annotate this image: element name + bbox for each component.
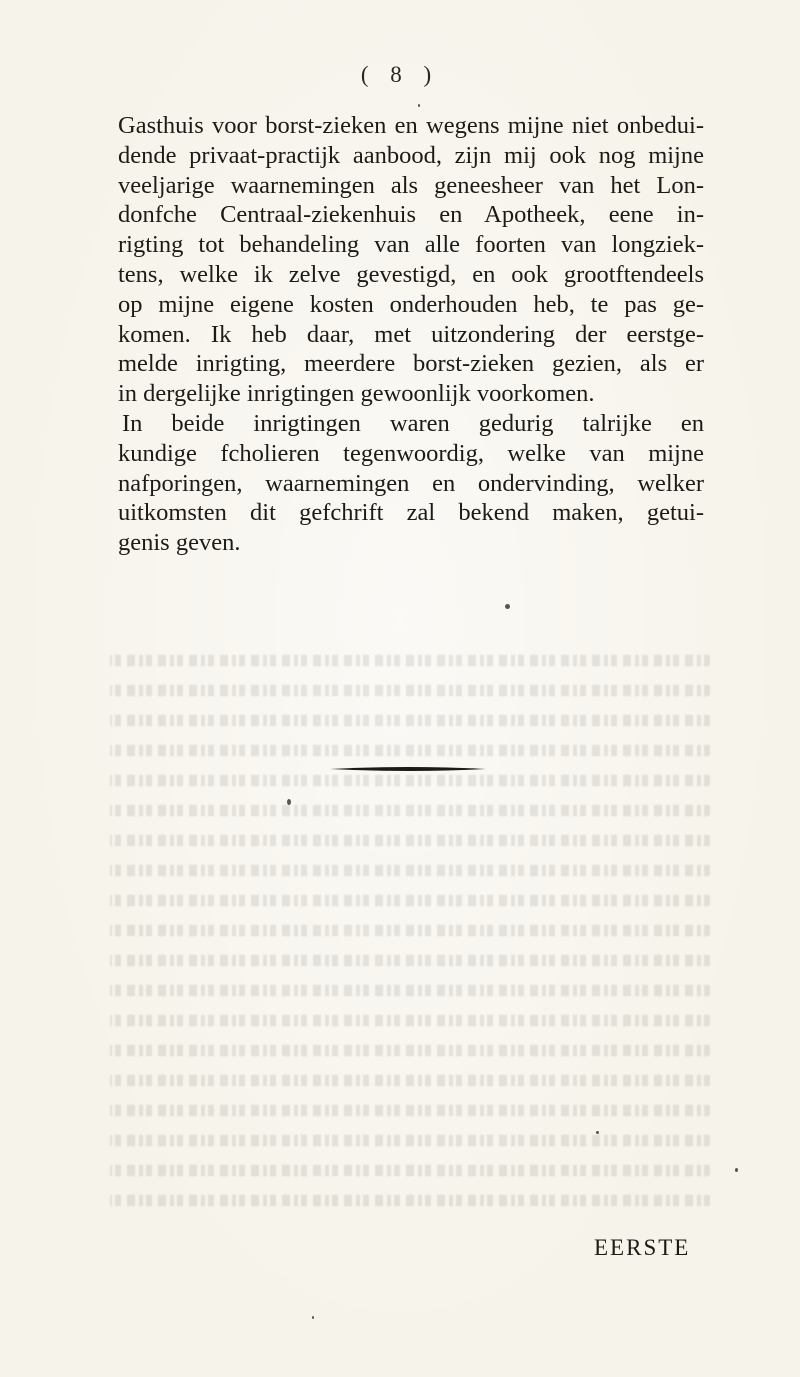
catchword: EERSTE [594, 1235, 691, 1260]
text-line: dende privaat-practijk aanbood, zijn mij ook nog mijne [118, 141, 704, 169]
section-divider-rule [330, 766, 486, 772]
text-line: tens, welke ik zelve gevestigd, en ook grootftendeels [118, 260, 704, 288]
text-line: uitkomsten dit gefchrift zal bekend maken, getui- [118, 499, 704, 527]
page-number: ( 8 ) [360, 62, 440, 87]
paper-speck [596, 1131, 599, 1134]
paper-speck [418, 104, 420, 107]
body-text [118, 111, 704, 558]
text-line: veeljarige waarnemingen als geneesheer van het Lon- [118, 171, 704, 199]
text-line: donfche Centraal-ziekenhuis en Apotheek, eene in- [118, 201, 704, 229]
text-line: Gasthuis voor borst-zieken en wegens mijne niet onbedui- [118, 112, 704, 139]
paper-speck [287, 799, 291, 805]
text-line: in dergelijke inrigtingen gewoonlijk voorkomen. [118, 380, 595, 408]
text-line: melde inrigting, meerdere borst-zieken gezien, als er [118, 350, 704, 378]
text-line: In beide inrigtingen waren gedurig talrijke en [122, 409, 704, 437]
show-through-text [110, 635, 710, 1215]
text-line: op mijne eigene kosten onderhouden heb, te pas ge- [118, 290, 704, 318]
text-line: genis geven. [118, 529, 241, 557]
paper-speck [505, 604, 510, 609]
text-line: komen. Ik heb daar, met uitzondering der eerstge- [118, 320, 704, 348]
paper-speck [312, 1316, 314, 1319]
text-line: nafporingen, waarnemingen en ondervinding, welker [118, 469, 704, 497]
paper-speck [735, 1168, 738, 1172]
text-line: kundige fcholieren tegenwoordig, welke van mijne [118, 439, 704, 467]
text-line: rigting tot behandeling van alle foorten van longziek- [118, 231, 704, 259]
